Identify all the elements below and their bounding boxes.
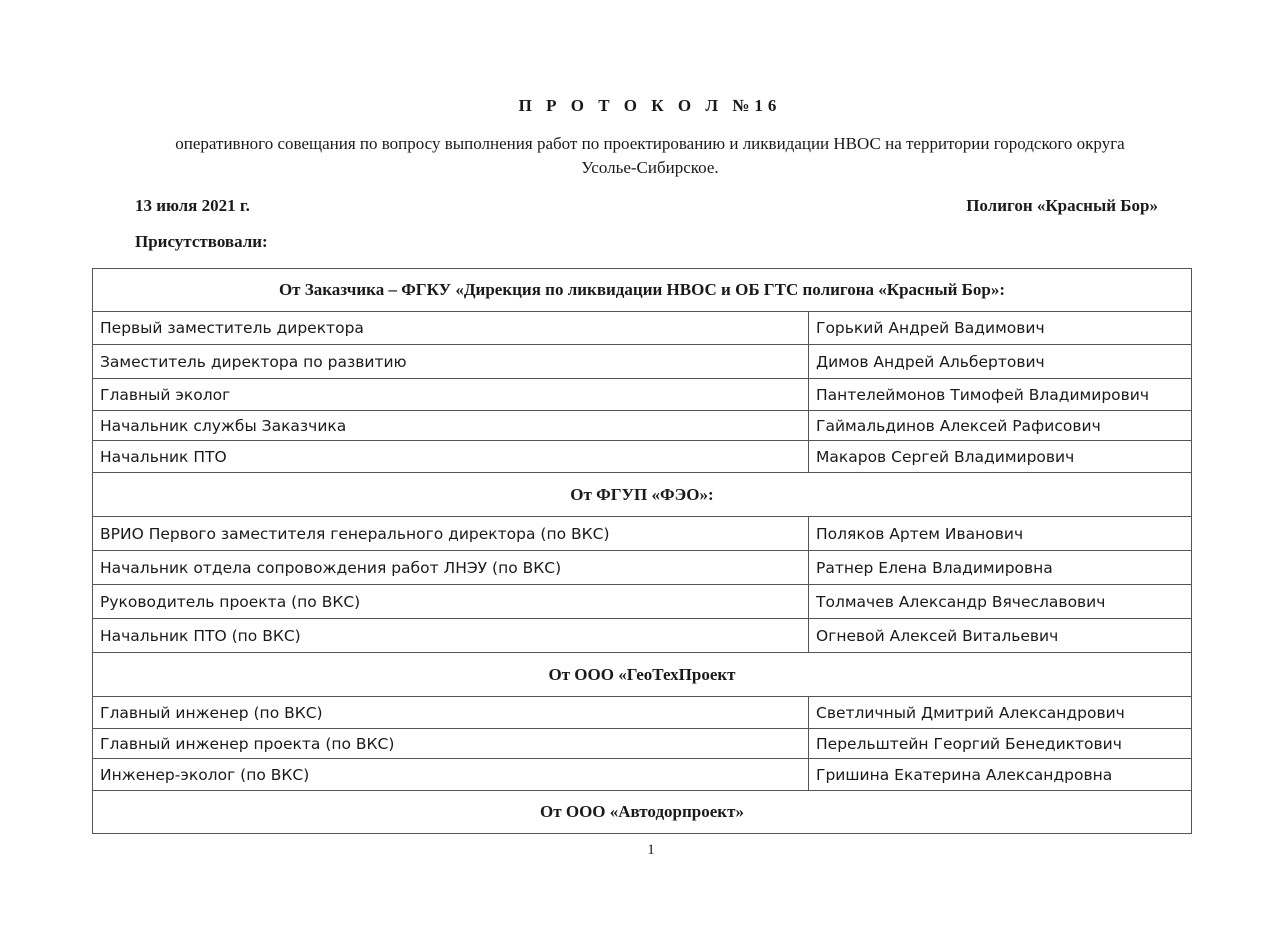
position-cell: Главный инженер (по ВКС) [93, 697, 809, 729]
name-cell: Гришина Екатерина Александровна [809, 759, 1192, 791]
table-row [93, 441, 1192, 473]
table-row [93, 697, 1192, 729]
position-cell: Главный эколог [93, 379, 809, 411]
meeting-place: Полигон «Красный Бор» [966, 196, 1158, 215]
position-cell: Начальник ПТО [93, 441, 809, 473]
section-heading-row [93, 653, 1192, 697]
table-row [93, 759, 1192, 791]
name-cell: Гаймальдинов Алексей Рафисович [809, 411, 1192, 441]
name-cell: Макаров Сергей Владимирович [809, 441, 1192, 473]
section-heading-row [93, 791, 1192, 834]
section-heading: От Заказчика – ФГКУ «Дирекция по ликвидации НВОС и ОБ ГТС полигона «Красный Бор»: [93, 269, 1192, 312]
name-cell: Светличный Дмитрий Александрович [809, 697, 1192, 729]
document-subtitle: оперативного совещания по вопросу выполнения работ по проектированию и ликвидации НВОС на территории городского округа Усолье-Сибирское. [175, 134, 1125, 177]
table-row [93, 411, 1192, 441]
position-cell: Заместитель директора по развитию [93, 345, 809, 379]
position-cell: Первый заместитель директора [93, 312, 809, 345]
position-cell: Начальник ПТО (по ВКС) [93, 619, 809, 653]
table-row [93, 551, 1192, 585]
name-cell: Димов Андрей Альбертович [809, 345, 1192, 379]
page-number: 1 [647, 842, 655, 858]
table-row [93, 585, 1192, 619]
table-row [93, 729, 1192, 759]
position-cell: Начальник отдела сопровождения работ ЛНЭУ (по ВКС) [93, 551, 809, 585]
table-row [93, 517, 1192, 551]
section-heading: От ООО «ГеоТехПроект [93, 653, 1192, 697]
table-row [93, 312, 1192, 345]
position-cell: ВРИО Первого заместителя генерального директора (по ВКС) [93, 517, 809, 551]
name-cell: Пантелеймонов Тимофей Владимирович [809, 379, 1192, 411]
table-row [93, 619, 1192, 653]
section-heading: От ООО «Автодорпроект» [93, 791, 1192, 834]
name-cell: Поляков Артем Иванович [809, 517, 1192, 551]
section-heading-row [93, 269, 1192, 312]
name-cell: Перельштейн Георгий Бенедиктович [809, 729, 1192, 759]
name-cell: Горький Андрей Вадимович [809, 312, 1192, 345]
meeting-date: 13 июля 2021 г. [135, 196, 250, 215]
section-heading: От ФГУП «ФЭО»: [93, 473, 1192, 517]
position-cell: Главный инженер проекта (по ВКС) [93, 729, 809, 759]
attendees-table [92, 268, 1192, 834]
position-cell: Начальник службы Заказчика [93, 411, 809, 441]
table-row [93, 345, 1192, 379]
position-cell: Руководитель проекта (по ВКС) [93, 585, 809, 619]
document-title: П Р О Т О К О Л №16 [518, 96, 782, 115]
section-heading-row [93, 473, 1192, 517]
table-row [93, 379, 1192, 411]
name-cell: Толмачев Александр Вячеславович [809, 585, 1192, 619]
position-cell: Инженер-эколог (по ВКС) [93, 759, 809, 791]
name-cell: Ратнер Елена Владимировна [809, 551, 1192, 585]
attendees-label: Присутствовали: [135, 232, 268, 251]
name-cell: Огневой Алексей Витальевич [809, 619, 1192, 653]
